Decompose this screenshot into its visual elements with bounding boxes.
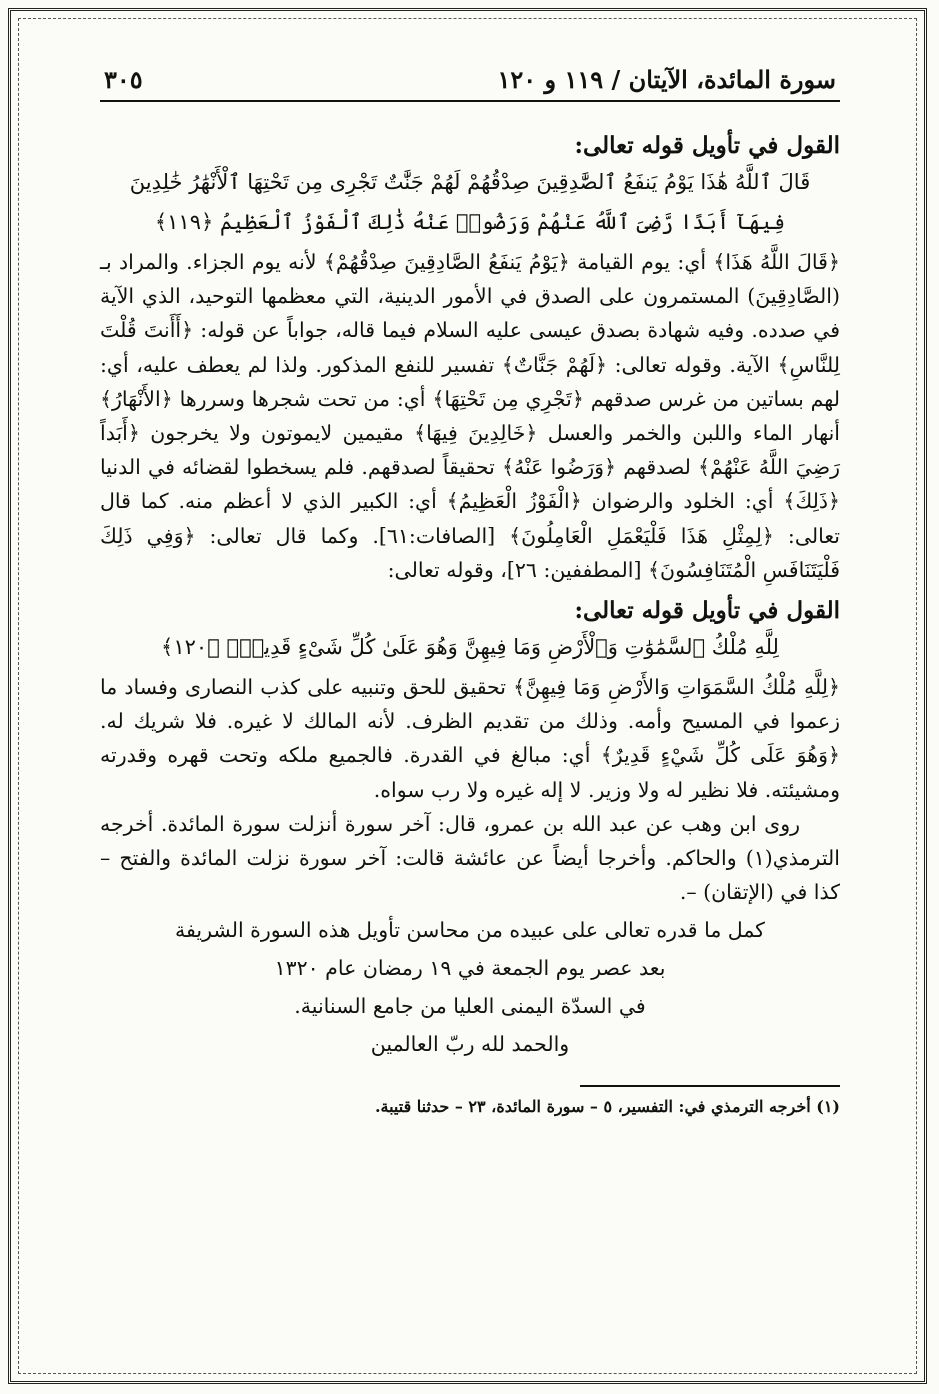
colophon-line-4: والحمد لله ربّ العالمين (370, 1032, 570, 1057)
narration-paragraph: روى ابن وهب عن عبد الله بن عمرو، قال: آخر سورة أنزلت سورة المائدة. أخرجه الترمذي(١) والحاكم. وأخرجا أيضاً عن عائشة قالت: آخر سورة نزلت المائدة والفتح – كذا في (الإتقان) –. (100, 811, 840, 905)
footnote-separator (580, 1085, 840, 1087)
colophon-line-1: كمل ما قدره تعالى على عبيده من محاسن تأويل هذه السورة الشريفة (175, 918, 765, 943)
book-page (100, 58, 840, 1348)
running-header (100, 58, 840, 102)
page-number: ٣٠٥ (104, 65, 143, 94)
commentary-119: ﴿قَالَ اللَّهُ هَذَا﴾ أي: يوم القيامة ﴿يَوْمُ يَنفَعُ الصَّادِقِينَ صِدْقُهُمْ﴾ لأنه يوم الجزاء. والمراد بـ (الصَّادِقِينَ) المستمرون على الصدق في الأمور الدينية، التي معظمها التوحيد، الذي الآية في صدده. وفيه شهادة بصدق عيسى عليه السلام فيما قاله، جواباً عن قوله: ﴿أَأَنتَ قُلْتَ لِلنَّاسِ﴾ الآية. وقوله تعالى: ﴿لَهُمْ جَنَّاتٌ﴾ تفسير للنفع المذكور. ولذا لم يعطف عليه، أي: لهم بساتين من غرس صدقهم ﴿تَجْرِي مِن تَحْتِهَا﴾ أي: من تحت شجرها وسررها ﴿الأَنْهَارُ﴾ أنهار الماء واللبن والخمر والعسل ﴿خَالِدِينَ فِيهَا﴾ مقيمين لايموتون ولا يخرجون ﴿أَبَداً رَضِيَ اللَّهُ عَنْهُمْ﴾ لصدقهم ﴿وَرَضُوا عَنْهُ﴾ تحقيقاً لصدقهم. فلم يسخطوا لقضائه في الدنيا ﴿ذَلِكَ﴾ أي: الخلود والرضوان ﴿الْفَوْزُ الْعَظِيمُ﴾ أي: الكبير الذي لا أعظم منه. كما قال تعالى: ﴿لِمِثْلِ هَذَا فَلْيَعْمَلِ الْعَامِلُونَ﴾ [الصافات:٦١]. وكما قال تعالى: ﴿وَفِي ذَلِكَ فَلْيَتَنَافَسِ الْمُتَنَافِسُونَ﴾ [المطففين: ٢٦]، وقوله تعالى: (100, 250, 840, 582)
verse-119-line-1: قَالَ ٱللَّهُ هَٰذَا يَوْمُ يَنفَعُ ٱلصَّٰدِقِينَ صِدْقُهُمْ لَهُمْ جَنَّٰتٌ تَجْرِى مِن تَحْتِهَا ٱلْأَنْهَٰرُ خَٰلِدِينَ (129, 170, 811, 194)
verse-119-line-2: فِيهَآ أَبَدًا رَّضِىَ ٱللَّهُ عَنْهُمْ وَرَضُوا۟ عَنْهُ ذَٰلِكَ ٱلْفَوْزُ ٱلْعَظِيمُ ﴿١١٩﴾ (154, 210, 786, 234)
section-heading-1: القول في تأويل قوله تعالى: (574, 132, 840, 159)
colophon (100, 913, 840, 1061)
footnote: (١) أخرجه الترمذي في: التفسير، ٥ – سورة المائدة، ٢٣ – حدثنا قتيبة. (374, 1097, 840, 1117)
colophon-line-3: في السدّة اليمنى العليا من جامع السنانية. (294, 994, 646, 1019)
header-title: سورة المائدة، الآيتان / ١١٩ و ١٢٠ (497, 65, 836, 94)
section-heading-2: القول في تأويل قوله تعالى: (574, 597, 840, 625)
commentary-120: ﴿لِلَّهِ مُلْكُ السَّمَوَاتِ وَالأَرْضِ وَمَا فِيهِنَّ﴾ تحقيق للحق وتنبيه على كذب النصارى وفساد ما زعموا في المسيح وأمه. وذلك من تقديم الظرف. لأنه المالك لا غيره. فلا شريك له. ﴿وَهُوَ عَلَى كُلِّ شَيْءٍ قَدِيرٌ﴾ أي: مبالغ في القدرة. فالجميع ملكه وتحت قهره وقدرته ومشيئته. فلا نظير له ولا وزير. لا إله غيره ولا رب سواه. (100, 675, 840, 802)
verse-120: لِلَّهِ مُلْكُ ٱلسَّمَٰوَٰتِ وَٱلْأَرْضِ وَمَا فِيهِنَّ وَهُوَ عَلَىٰ كُلِّ شَىْءٍ قَدِيرٌۢ ﴿١٢٠﴾ (161, 635, 779, 660)
colophon-line-2: بعد عصر يوم الجمعة في ١٩ رمضان عام ١٣٢٠ (274, 956, 666, 981)
